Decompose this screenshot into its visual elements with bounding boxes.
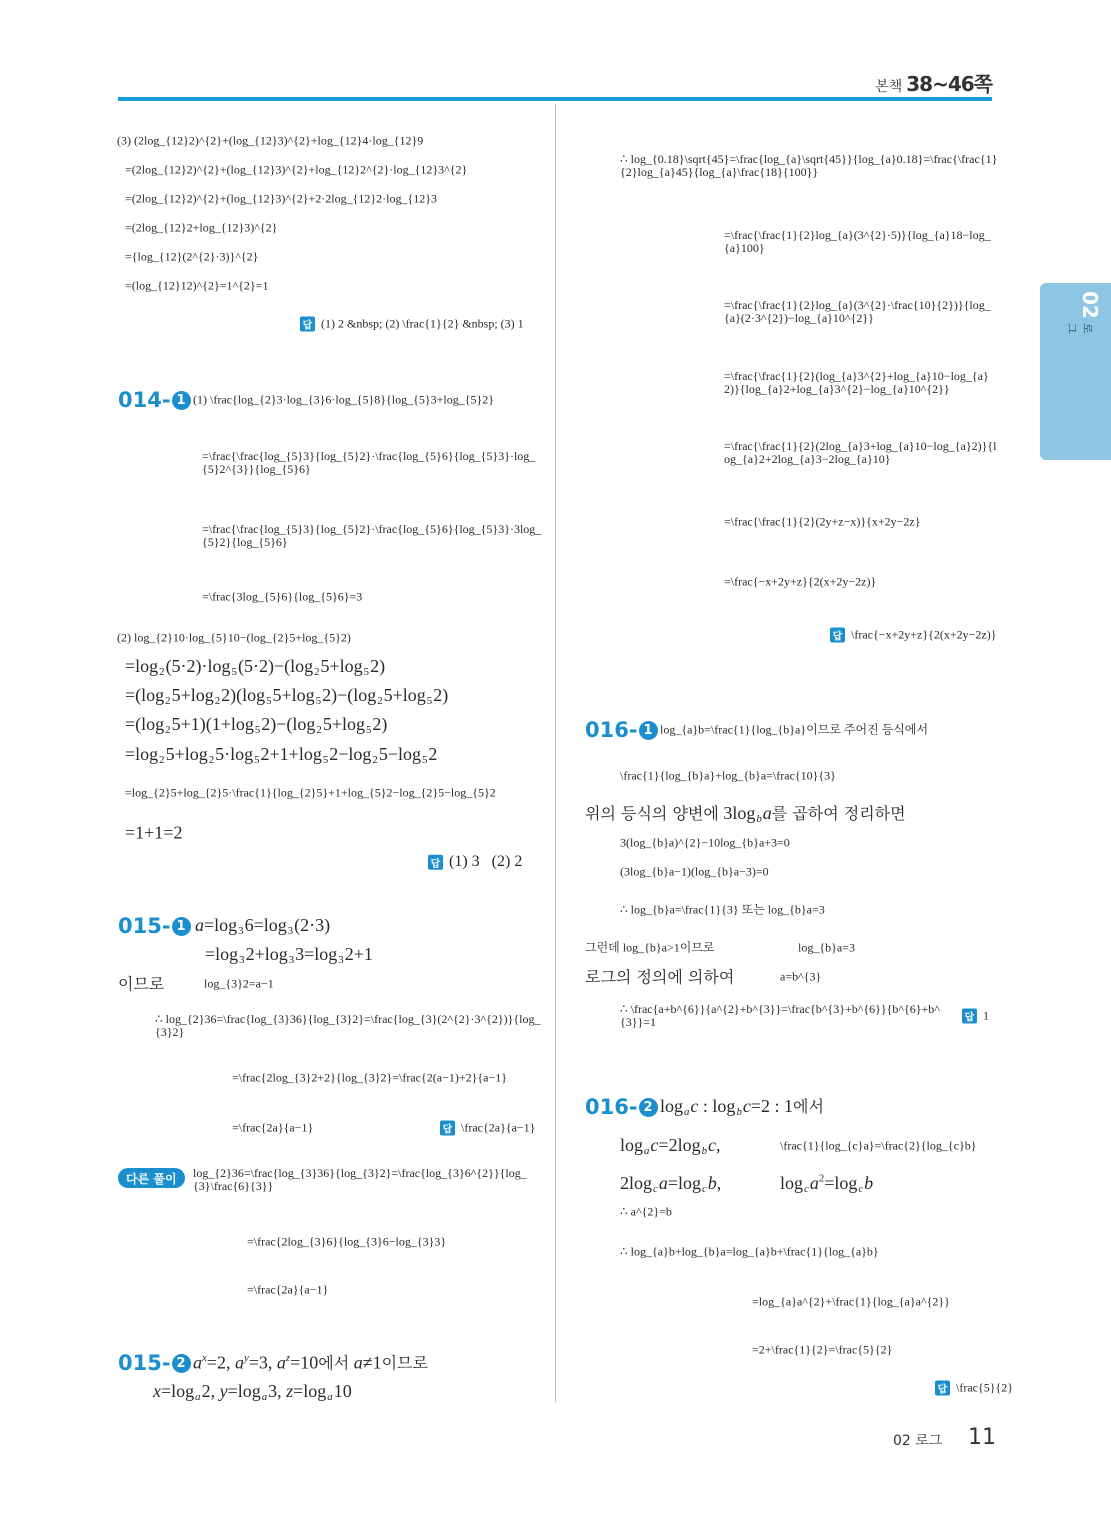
math-line: (1) \frac{log_{2}3·log_{3}6·log_{5}8}{log_{5}3+log_{5}2}: [193, 392, 495, 407]
answer: [428, 853, 522, 871]
math-line: ∴ log_{a}b+log_{b}a=log_{a}b+\frac{1}{log_{a}b}: [620, 1244, 879, 1259]
answer-value: \frac{2a}{a−1}: [461, 1120, 536, 1135]
math-line: $=\log_2(5\cdot 2)\cdot\log_5(5\cdot 2)-(\log_25+\log_52)$: [125, 655, 386, 678]
answer: [440, 1121, 535, 1136]
chapter-tab[interactable]: [1040, 283, 1111, 460]
answer-badge: 답: [830, 628, 845, 643]
answer-badge: 답: [962, 1009, 977, 1024]
answer-badge: 답: [300, 317, 315, 332]
problem-label: [118, 388, 191, 412]
math-line: log_{a}b=\frac{1}{log_{b}a}이므로 주어진 등식에서: [660, 722, 929, 737]
math-line: =\frac{\frac{1}{2}(2y+z−x)}{x+2y−2z}: [724, 514, 921, 529]
answer: [962, 1009, 989, 1024]
math-line: (2) log_{2}10·log_{5}10−(log_{2}5+log_{5}2): [117, 630, 351, 645]
ref-pages: 38~46쪽: [906, 72, 992, 96]
math-line: $\log_ca^2=\log_cb$: [780, 1172, 874, 1195]
chapter-tab-number: 02: [1078, 291, 1102, 319]
math-line: $=(\log_25+1)(1+\log_52)-(\log_25+\log_52)$: [125, 713, 388, 736]
math-line: =(2log_{12}2+log_{12}3)^{2}: [125, 220, 278, 235]
answer: [830, 628, 997, 643]
math-line: $a^x=2$, $a^y=3$, $a^z=10$에서 a≠1이므로: [193, 1352, 428, 1373]
column-divider: [555, 104, 556, 1402]
page-reference: [875, 68, 992, 97]
problem-number-circle: 2: [172, 1354, 191, 1373]
answer: [935, 1381, 1013, 1396]
math-line: 3(log_{b}a)^{2}−10log_{b}a+3=0: [620, 835, 790, 850]
math-line: =\frac{2log_{3}2+2}{log_{3}2}=\frac{2(a−1)+2}{a−1}: [232, 1070, 507, 1085]
answer-value: (1) 2 &nbsp; (2) \frac{1}{2} &nbsp; (3) 1: [321, 316, 524, 331]
math-line: =\frac{\frac{1}{2}(2log_{a}3+log_{a}10−log_{a}2)}{log_{a}2+2log_{a}3−2log_{a}10}: [724, 438, 997, 466]
math-line: \frac{1}{log_{c}a}=\frac{2}{log_{c}b}: [780, 1138, 977, 1153]
math-line: log_{2}36=\frac{log_{3}36}{log_{3}2}=\frac{log_{3}6^{2}}{log_{3}\frac{6}{3}}: [193, 1165, 527, 1193]
problem-number-circle: 1: [639, 721, 658, 740]
problem-label: [118, 1351, 191, 1375]
problem-code: 016-: [585, 1095, 638, 1119]
problem-number-circle: 1: [172, 391, 191, 410]
page-number: 11: [968, 1425, 996, 1450]
math-line: $=(\log_25+\log_22)(\log_55+\log_52)-(\log_25+\log_52)$: [125, 684, 449, 707]
math-line: =log_{2}5+log_{2}5·\frac{1}{log_{2}5}+1+log_{5}2−log_{2}5−log_{5}2: [125, 785, 496, 800]
alternative-solution-badge: 다른 풀이: [118, 1168, 185, 1188]
math-line: log_{b}a=3: [798, 940, 855, 955]
problem-code: 016-: [585, 718, 638, 742]
math-line: $\log_ac=2\log_bc$,: [620, 1134, 721, 1157]
math-line: =\frac{\frac{1}{2}log_{a}(3^{2}·\frac{10}{2})}{log_{a}(2·3^{2})−log_{a}10^{2}}: [724, 297, 991, 325]
math-line: ∴ a^{2}=b: [620, 1204, 672, 1219]
math-line: =\frac{\frac{log_{5}3}{log_{5}2}·\frac{log_{5}6}{log_{5}3}·3log_{5}2}{log_{5}6}: [202, 521, 542, 549]
math-line: =\frac{2a}{a−1}: [247, 1282, 329, 1297]
math-line: =\frac{\frac{1}{2}log_{a}(3^{2}·5)}{log_{a}18−log_{a}100}: [724, 227, 991, 255]
chapter-tab-title: 로그: [1065, 323, 1094, 334]
math-line: =log_{a}a^{2}+\frac{1}{log_{a}a^{2}}: [752, 1294, 950, 1309]
math-line: =\frac{−x+2y+z}{2(x+2y−2z)}: [724, 574, 877, 589]
math-line: =\frac{\frac{log_{5}3}{log_{5}2}·\frac{log_{5}6}{log_{5}3}·log_{5}2^{3}}{log_{5}6}: [202, 448, 536, 476]
math-line: 로그의 정의에 의하여: [585, 967, 735, 987]
math-line: =1+1=2: [125, 822, 183, 843]
math-line: 위의 등식의 양변에 $3\log_ba$를 곱하여 정리하면: [585, 802, 906, 825]
math-line: =\frac{\frac{1}{2}(log_{a}3^{2}+log_{a}10−log_{a}2)}{log_{a}2+log_{a}3^{2}−log_{a}10^{2}}: [724, 368, 989, 396]
math-line: =2+\frac{1}{2}=\frac{5}{2}: [752, 1342, 893, 1357]
answer-value: (1) 3 (2) 2: [449, 852, 523, 870]
ref-label: 본책: [875, 79, 903, 95]
math-line: $2\log_ca=\log_cb$,: [620, 1172, 722, 1195]
problem-number-circle: 1: [172, 917, 191, 936]
math-line: ∴ log_{0.18}\sqrt{45}=\frac{log_{a}\sqrt{45}}{log_{a}0.18}=\frac{\frac{1}{2}log_{a}45}{log_{a}\frac{18}{100}}: [620, 151, 998, 179]
math-line: a=b^{3}: [780, 969, 822, 984]
problem-code: 015-: [118, 1351, 171, 1375]
problem-code: 014-: [118, 388, 171, 412]
math-line: (3) (2log_{12}2)^{2}+(log_{12}3)^{2}+log_{12}4·log_{12}9: [117, 133, 424, 148]
math-line: 이므로: [118, 974, 165, 994]
problem-code: 015-: [118, 914, 171, 938]
math-line: =(log_{12}12)^{2}=1^{2}=1: [125, 278, 269, 293]
math-line: $a=\log_36=\log_3(2\cdot 3)$: [195, 914, 331, 937]
math-line: =\frac{3log_{5}6}{log_{5}6}=3: [202, 589, 363, 604]
math-line: ∴ \frac{a+b^{6}}{a^{2}+b^{3}}=\frac{b^{3}+b^{6}}{b^{6}+b^{3}}=1: [620, 1001, 940, 1029]
problem-number-circle: 2: [639, 1098, 658, 1117]
problem-label: [118, 914, 191, 938]
math-line: (3log_{b}a−1)(log_{b}a−3)=0: [620, 864, 769, 879]
math-line: ∴ log_{b}a=\frac{1}{3} 또는 log_{b}a=3: [620, 902, 825, 917]
problem-label: [585, 1095, 658, 1119]
math-line: $\log_ac$ : $\log_bc=2$ : 1에서: [660, 1095, 824, 1118]
answer-value: \frac{5}{2}: [956, 1380, 1014, 1395]
header-rule: [118, 97, 992, 101]
answer-value: 1: [983, 1008, 989, 1023]
footer-chapter: 02 로그: [893, 1433, 943, 1449]
math-line: log_{3}2=a−1: [204, 976, 274, 991]
math-line: \frac{1}{log_{b}a}+log_{b}a=\frac{10}{3}: [620, 768, 836, 783]
answer: [300, 317, 524, 332]
math-line: $x=\log_a2$, $y=\log_a3$, $z=\log_a10$: [153, 1380, 352, 1403]
answer-value: \frac{−x+2y+z}{2(x+2y−2z)}: [851, 627, 997, 642]
math-line: =(2log_{12}2)^{2}+(log_{12}3)^{2}+log_{12}2^{2}·log_{12}3^{2}: [125, 162, 468, 177]
math-line: ={log_{12}(2^{2}·3)}^{2}: [125, 249, 259, 264]
math-line: 그런데 log_{b}a>1이므로: [585, 940, 715, 955]
math-line: $=\log_25+\log_25\cdot\log_52+1+\log_52-\log_25-\log_52$: [125, 743, 438, 766]
problem-label: [585, 718, 658, 742]
answer-badge: 답: [428, 854, 443, 869]
math-line: =\frac{2a}{a−1}: [232, 1120, 314, 1135]
math-line: =(2log_{12}2)^{2}+(log_{12}3)^{2}+2·2log_{12}2·log_{12}3: [125, 191, 437, 206]
math-line: $=\log_32+\log_33=\log_32+1$: [205, 943, 373, 966]
math-line: ∴ log_{2}36=\frac{log_{3}36}{log_{3}2}=\frac{log_{3}(2^{2}·3^{2})}{log_{3}2}: [155, 1011, 541, 1039]
answer-badge: 답: [935, 1381, 950, 1396]
math-line: =\frac{2log_{3}6}{log_{3}6−log_{3}3}: [247, 1234, 447, 1249]
answer-badge: 답: [440, 1121, 455, 1136]
